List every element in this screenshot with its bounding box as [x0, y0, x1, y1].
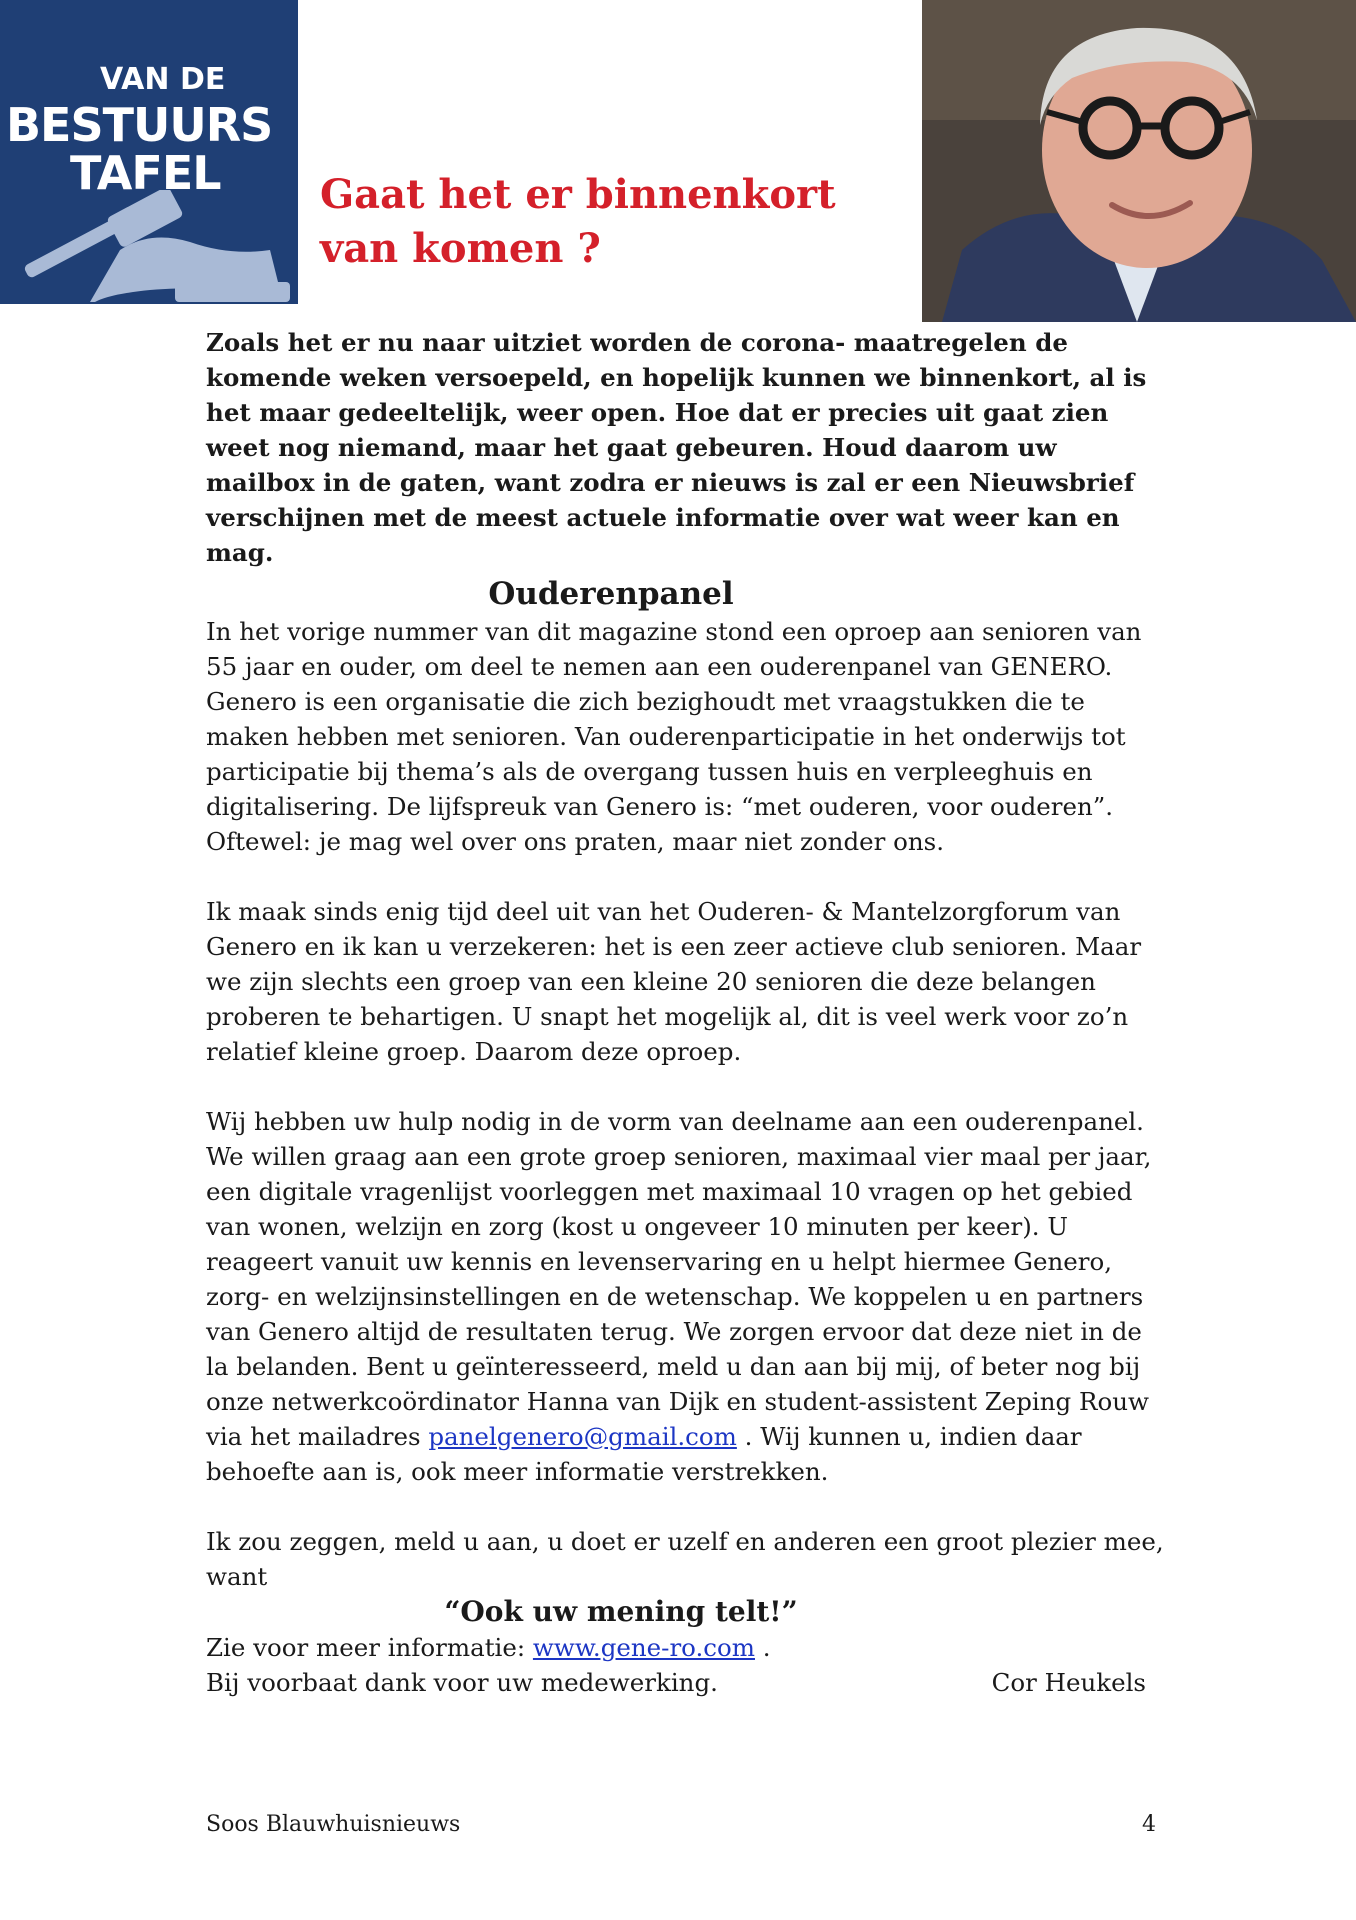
publication-name: Soos Blauwhuisnieuws	[206, 1812, 461, 1837]
gavel-icon	[0, 190, 298, 304]
more-info-label: Zie voor meer informatie:	[206, 1633, 533, 1662]
paragraph-2: Ik maak sinds enig tijd deel uit van het Ouderen- & Mantelzorgforum van Genero en ik kan u verzekeren: het is een zeer actieve club senioren. Maar we zijn slechts een groep van een kleine 20 senioren die deze belangen proberen te behartigen. U snapt het mogelijk al, dit is veel werk voor zo’n relatief kleine groep. Daarom deze oproep.	[206, 897, 1142, 1066]
closing-line	[206, 1665, 1166, 1700]
paragraph-3-ending: . Wij kunnen u, indien daar behoefte aan is, ook meer informatie verstrekken.	[206, 1422, 1082, 1486]
paragraph-1: In het vorige nummer van dit magazine stond een oproep aan senioren van 55 jaar en ouder, om deel te nemen aan een ouderenpanel van GENERO. Genero is een organisatie die zich bezighoudt met vraagstukken die te maken hebben met senioren. Van ouderenparticipatie in het onderwijs tot participatie bij thema’s als de overgang tussen huis en verpleeghuis en digitalisering. De lijfspreuk van Genero is: “met ouderen, voor ouderen”. Oftewel: je mag wel over ons praten, maar niet zonder ons.	[206, 617, 1142, 856]
paragraph-4: Ik zou zeggen, meld u aan, u doet er uzelf en anderen een groot plezier mee, want	[206, 1527, 1164, 1591]
motto: “Ook uw mening telt!”	[444, 1595, 798, 1628]
logo-line-2: BESTUURS	[6, 98, 273, 152]
paragraph-3	[206, 1104, 1166, 1489]
logo-line-1: VAN DE	[100, 62, 226, 97]
paragraph-3-text: Wij hebben uw hulp nodig in de vorm van deelname aan een ouderenpanel. We willen graag aan een grote groep senioren, maximaal vier maal per jaar, een digitale vragenlijst voorleggen met maximaal 10 vragen op het gebied van wonen, welzijn en zorg (kost u ongeveer 10 minuten per keer). U reageert vanuit uw kennis en levenservaring en u helpt hiermee Genero, zorg- en welzijnsinstellingen en de wetenschap. We koppelen u en partners van Genero altijd de resultaten terug. We zorgen ervoor dat deze niet in de la belanden. Bent u geïnteresseerd, meld u dan aan bij mij, of beter nog bij onze netwerkcoördinator Hanna van Dijk en student-assistent Zeping Rouw via het mailadres	[206, 1107, 1152, 1451]
page-number: 4	[1142, 1812, 1156, 1837]
portrait-illustration	[922, 0, 1356, 322]
more-info-suffix: .	[754, 1633, 771, 1662]
email-link[interactable]: panelgenero@gmail.com	[428, 1422, 737, 1451]
page-headline: Gaat het er binnenkort van komen ?	[320, 171, 836, 272]
section-heading: Ouderenpanel	[488, 576, 734, 612]
more-info-line	[206, 1630, 1166, 1665]
bestuurstafel-logo	[0, 0, 298, 304]
lead-paragraph: Zoals het er nu naar uitziet worden de corona- maatregelen de komende weken versoepeld, en hopelijk kunnen we binnenkort, al is het maar gedeeltelijk, weer open. Hoe dat er precies uit gaat zien weet nog niemand, maar het gaat gebeuren. Houd daarom uw mailbox in de gaten, want zodra er nieuws is zal er een Nieuwsbrief verschijnen met de meest actuele informatie over wat weer kan en mag.	[206, 328, 1147, 567]
author-portrait	[922, 0, 1356, 322]
page-footer	[206, 1812, 1156, 1837]
logo-line-3: TAFEL	[70, 146, 221, 200]
website-link[interactable]: www.gene-ro.com	[532, 1633, 755, 1662]
thanks-text: Bij voorbaat dank voor uw medewerking.	[206, 1668, 718, 1697]
article-body	[206, 325, 1166, 1700]
author-name: Cor Heukels	[991, 1668, 1146, 1697]
